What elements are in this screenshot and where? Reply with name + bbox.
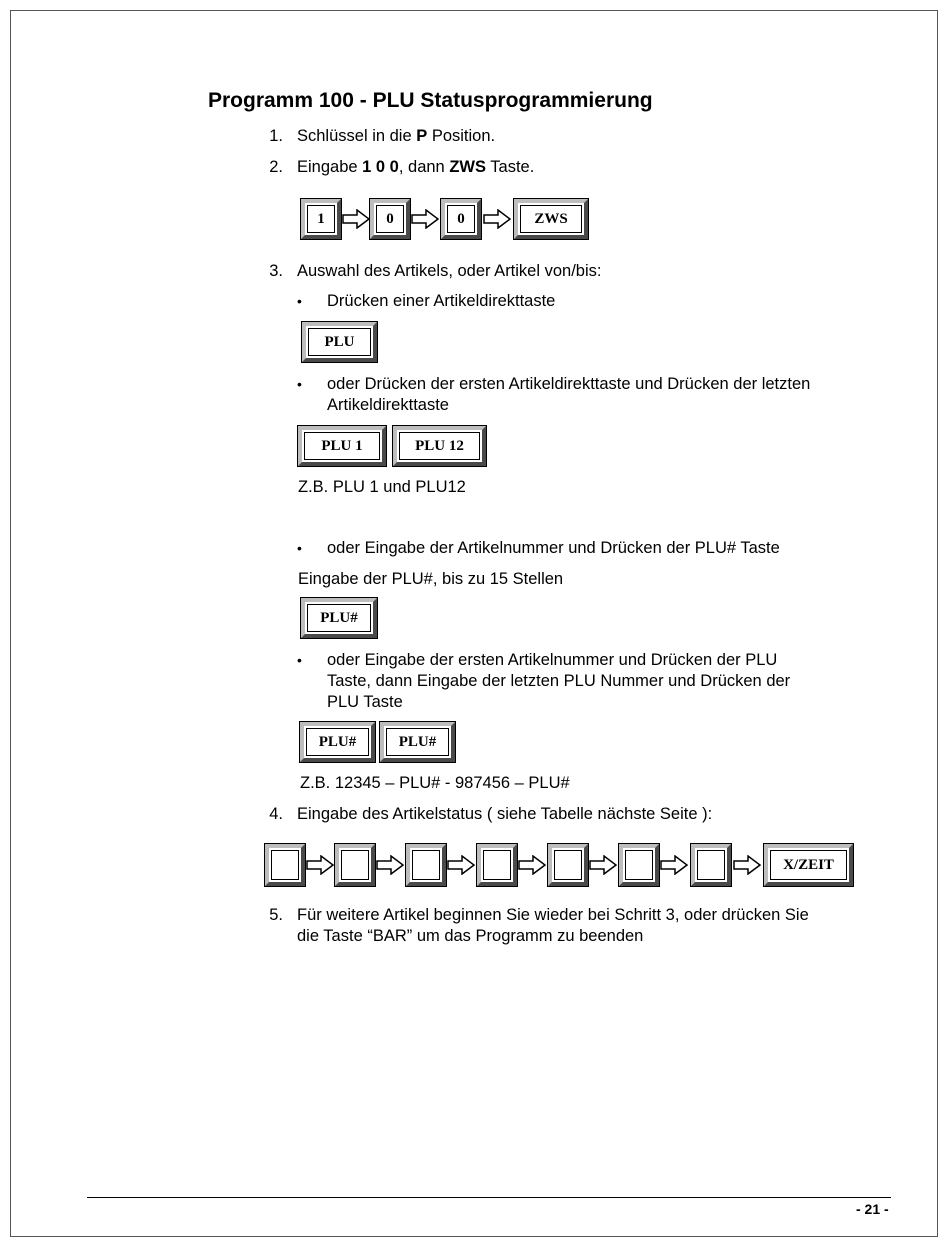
status-key — [477, 844, 517, 886]
step-2-text: Eingabe 1 0 0, dann ZWS Taste. — [297, 158, 535, 176]
bullet-2-symbol: • — [297, 376, 302, 392]
step-3-text: Auswahl des Artikels, oder Artikel von/bis: — [297, 262, 602, 280]
arrow-right-icon — [660, 855, 688, 875]
bullet-2-line-2: Artikeldirekttaste — [327, 396, 449, 414]
arrow-right-icon — [483, 209, 511, 229]
key-x-zeit: X/ZEIT — [764, 844, 853, 886]
status-key — [406, 844, 446, 886]
step-4-text: Eingabe des Artikelstatus ( siehe Tabelle nächste Seite ): — [297, 805, 713, 823]
page-frame — [10, 10, 938, 1237]
status-key — [691, 844, 731, 886]
step-2-number: 2. — [269, 158, 283, 176]
step-3-number: 3. — [269, 262, 283, 280]
bullet-1-symbol: • — [297, 293, 302, 309]
bullet-3-text: oder Eingabe der Artikelnummer und Drücken der PLU# Taste — [327, 539, 780, 557]
step-5-line-2: die Taste “BAR” um das Programm zu beenden — [297, 927, 644, 945]
arrow-right-icon — [306, 855, 334, 875]
key-0-second: 0 — [441, 199, 481, 239]
step-1-key-p: P — [416, 127, 428, 145]
arrow-right-icon — [518, 855, 546, 875]
bullet-3-note: Eingabe der PLU#, bis zu 15 Stellen — [298, 570, 564, 588]
step-4-number: 4. — [269, 805, 283, 823]
bullet-4-line-2: Taste, dann Eingabe der letzten PLU Nummer und Drücken der — [327, 672, 791, 690]
key-1: 1 — [301, 199, 341, 239]
key-plu-1: PLU 1 — [298, 426, 386, 466]
arrow-right-icon — [376, 855, 404, 875]
example-1: Z.B. PLU 1 und PLU12 — [298, 478, 466, 496]
step-5-line-1: Für weitere Artikel beginnen Sie wieder bei Schritt 3, oder drücken Sie — [297, 906, 809, 924]
footer-divider — [87, 1197, 891, 1198]
status-key — [548, 844, 588, 886]
bullet-4-line-3: PLU Taste — [327, 693, 403, 711]
key-plu-12: PLU 12 — [393, 426, 486, 466]
step-5-number: 5. — [269, 906, 283, 924]
page-number: - 21 - — [856, 1201, 889, 1217]
bullet-4-symbol: • — [297, 652, 302, 668]
arrow-right-icon — [447, 855, 475, 875]
status-key — [265, 844, 305, 886]
page-title: Programm 100 - PLU Statusprogrammierung — [208, 89, 653, 112]
key-0-first: 0 — [370, 199, 410, 239]
bullet-4-line-1: oder Eingabe der ersten Artikelnummer und Drücken der PLU — [327, 651, 778, 669]
example-2: Z.B. 12345 – PLU# - 987456 – PLU# — [300, 774, 570, 792]
key-zws: ZWS — [514, 199, 588, 239]
key-plu: PLU — [302, 322, 377, 362]
bullet-3-symbol: • — [297, 540, 302, 556]
key-plu-hash-first: PLU# — [300, 722, 375, 762]
step-1-text: Schlüssel in die P Position. — [297, 127, 496, 145]
step-1-number: 1. — [269, 127, 283, 145]
status-key — [619, 844, 659, 886]
arrow-right-icon — [411, 209, 439, 229]
status-key — [335, 844, 375, 886]
bullet-2-line-1: oder Drücken der ersten Artikeldirekttaste und Drücken der letzten — [327, 375, 811, 393]
key-plu-hash: PLU# — [301, 598, 377, 638]
arrow-right-icon — [733, 855, 761, 875]
arrow-right-icon — [342, 209, 370, 229]
bullet-1-text: Drücken einer Artikeldirekttaste — [327, 292, 556, 310]
key-plu-hash-second: PLU# — [380, 722, 455, 762]
arrow-right-icon — [589, 855, 617, 875]
